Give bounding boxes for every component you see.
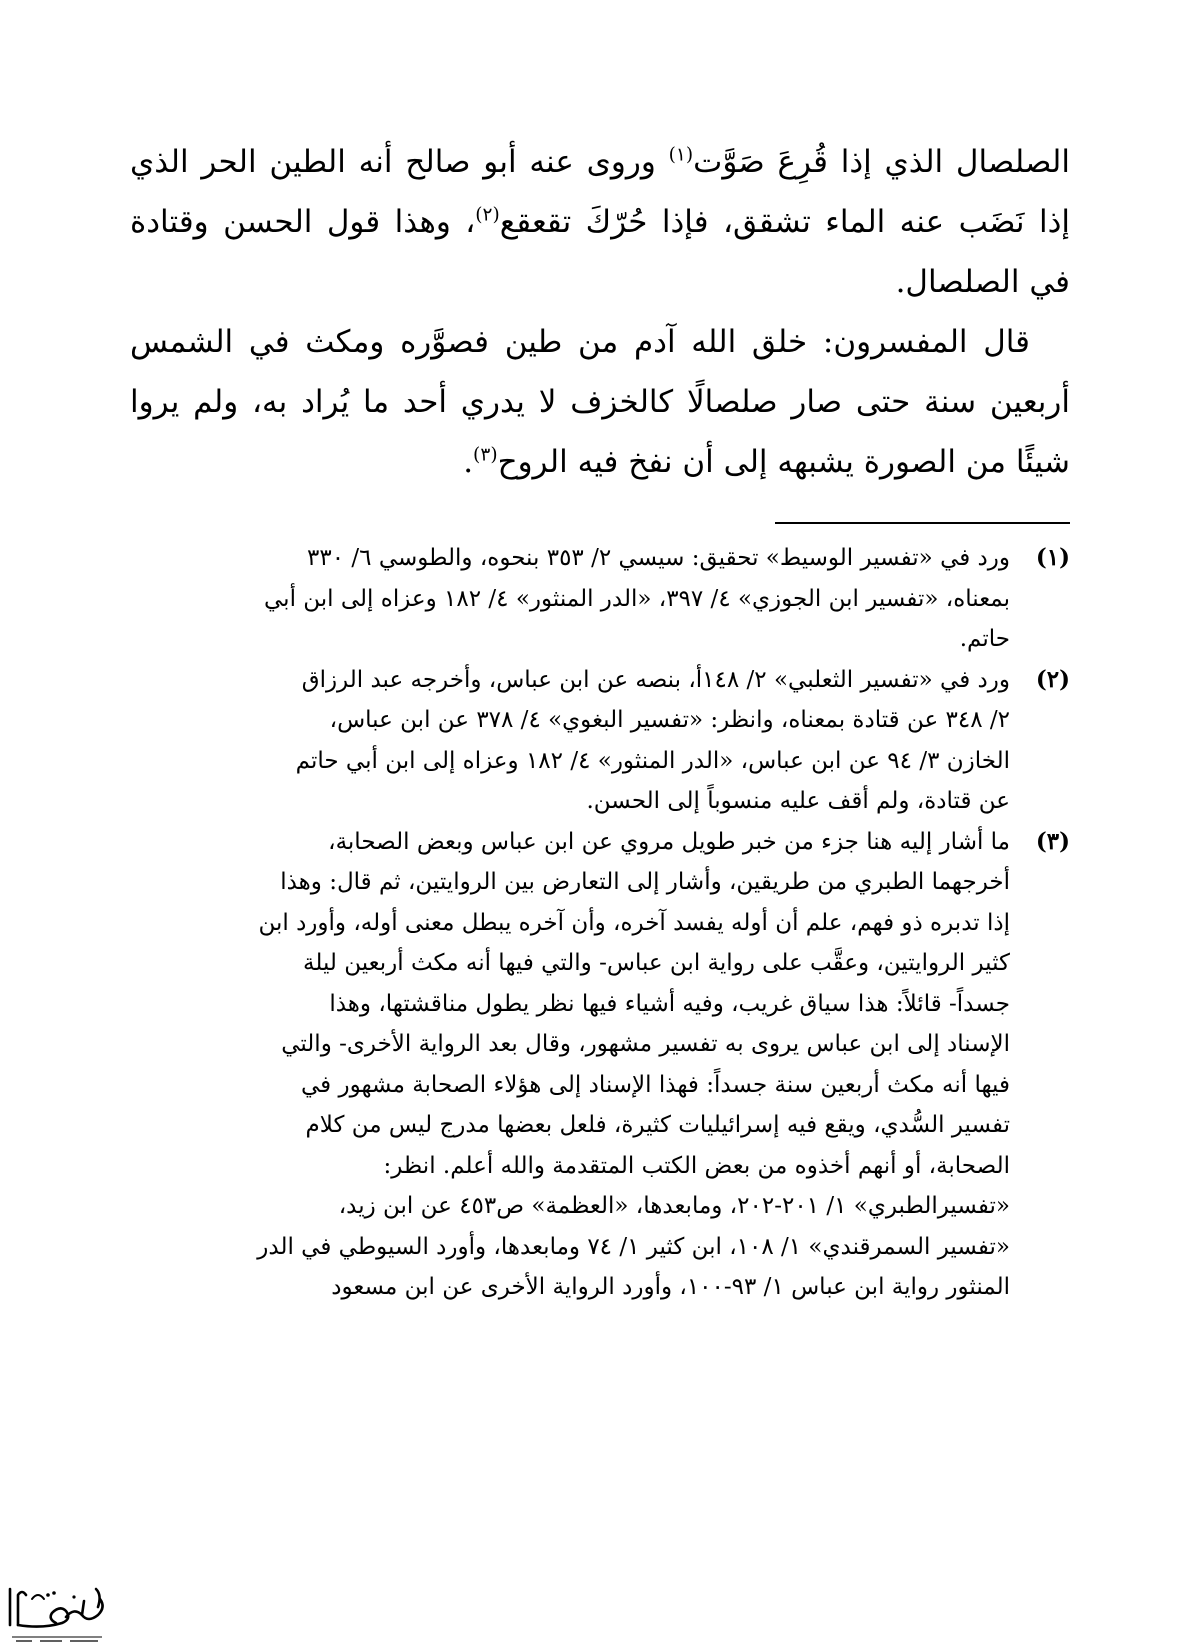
paragraph-2-part-1: قال المفسرون: خلق الله آدم من طين فصوَّره ومكث في الشمس أربعين سنة حتى صار صلصالًا كالخزف لا يدري أحد ما يُراد به، ولم يروا شيئًا من الصورة يشبهه إلى أن نفخ فيه الروح: [130, 324, 1070, 480]
footnote-line: «تفسير السمرقندي» ١/ ١٠٨، ابن كثير ١/ ٧٤ ومابعدها، وأورد السيوطي في الدر: [257, 1233, 1010, 1260]
footnote-number: (٢): [1035, 665, 1070, 693]
footnote-body: [130, 538, 1010, 660]
footnotes: [130, 538, 1070, 1308]
footnote-ref-1[interactable]: (١): [668, 144, 694, 166]
footnote-line: عن قتادة، ولم أقف عليه منسوباً إلى الحسن.: [586, 788, 1010, 814]
footnote-line: فيها أنه مكث أربعين سنة جسداً: فهذا الإسناد إلى هؤلاء الصحابة مشهور في: [300, 1071, 1010, 1098]
footnote-line: بمعناه، «تفسير ابن الجوزي» ٤/ ٣٩٧، «الدر المنثور» ٤/ ١٨٢ وعزاه إلى ابن أبي: [264, 585, 1010, 612]
footnote-line: ورد في «تفسير الثعلبي» ٢/ ١٤٨أ، بنصه عن ابن عباس، وأخرجه عبد الرزاق: [301, 666, 1010, 693]
footnote-line: إذا تدبره ذو فهم، علم أن أوله يفسد آخره، وأن آخره يبطل معنى أوله، وأورد ابن: [258, 909, 1010, 936]
footnote-1: [130, 538, 1070, 660]
footnote-body: [130, 660, 1010, 822]
paragraph-1-part-1: الصلصال الذي إذا قُرِعَ صَوَّت: [693, 144, 1070, 180]
footnote-number: (٣): [1035, 827, 1070, 855]
footnote-line: «تفسيرالطبري» ١/ ٢٠١-٢٠٢، ومابعدها، «العظمة» ص٤٥٣ عن ابن زيد،: [338, 1193, 1010, 1219]
paragraph-1: [130, 132, 1070, 312]
paragraph-2-part-2: .: [463, 444, 474, 480]
footnote-line: ٢/ ٣٤٨ عن قتادة بمعناه، وانظر: «تفسير البغوي» ٤/ ٣٧٨ عن ابن عباس،: [329, 707, 1010, 733]
footnote-ref-2[interactable]: (٢): [475, 204, 500, 226]
footnote-body: [130, 822, 1010, 1308]
footnote-ref-3[interactable]: (٣): [473, 444, 498, 466]
footnote-line: ما أشار إليه هنا جزء من خبر طويل مروي عن ابن عباس وبعض الصحابة،: [328, 828, 1010, 855]
footnote-line: الخازن ٣/ ٩٤ عن ابن عباس، «الدر المنثور» ٤/ ١٨٢ وعزاه إلى ابن أبي حاتم: [295, 747, 1010, 774]
paragraph-1-part-3: ، وهذا قول الحسن وقتادة في الصلصال.: [130, 204, 1070, 300]
paragraph-2: [130, 312, 1070, 492]
footnote-line: حاتم.: [959, 626, 1010, 652]
book-page: [130, 132, 1070, 1602]
footnote-number: (١): [1035, 544, 1070, 571]
footnote-line: جسداً- قائلاً: هذا سياق غريب، وفيه أشياء فيها نظر يطول مناقشتها، وهذا: [329, 990, 1010, 1017]
footnote-divider: [775, 522, 1070, 524]
footnote-line: ورد في «تفسير الوسيط» تحقيق: سيسي ٢/ ٣٥٣ بنحوه، والطوسي ٦/ ٣٣٠: [307, 545, 1010, 571]
footnote-2: [130, 660, 1070, 822]
footnote-line: الصحابة، أو أنهم أخذوه من بعض الكتب المتقدمة والله أعلم. انظر:: [383, 1152, 1010, 1179]
footnote-line: الإسناد إلى ابن عباس يروى به تفسير مشهور، وقال بعد الرواية الأخرى- والتي: [281, 1031, 1010, 1057]
footnote-line: تفسير السُّدي، ويقع فيه إسرائيليات كثيرة، فلعل بعضها مدرج ليس من كلام: [305, 1112, 1010, 1138]
footnote-3: [130, 822, 1070, 1308]
main-text: [130, 132, 1070, 492]
footnote-line: كثير الروايتين، وعقَّب على رواية ابن عباس- والتي فيها أنه مكث أربعين ليلة: [303, 950, 1010, 976]
paragraph-1-part-2: وروى عنه أبو صالح أنه الطين الحر الذي إذا نَضَب عنه الماء تشقق، فإذا حُرّكَ تقعقع: [130, 144, 1070, 240]
footnote-line: أخرجهما الطبري من طريقين، وأشار إلى التعارض بين الروايتين، ثم قال: وهذا: [280, 869, 1010, 895]
watermark-logo: [2, 1577, 112, 1645]
footnote-line: المنثور رواية ابن عباس ١/ ٩٣-١٠٠، وأورد الرواية الأخرى عن ابن مسعود: [331, 1274, 1010, 1300]
